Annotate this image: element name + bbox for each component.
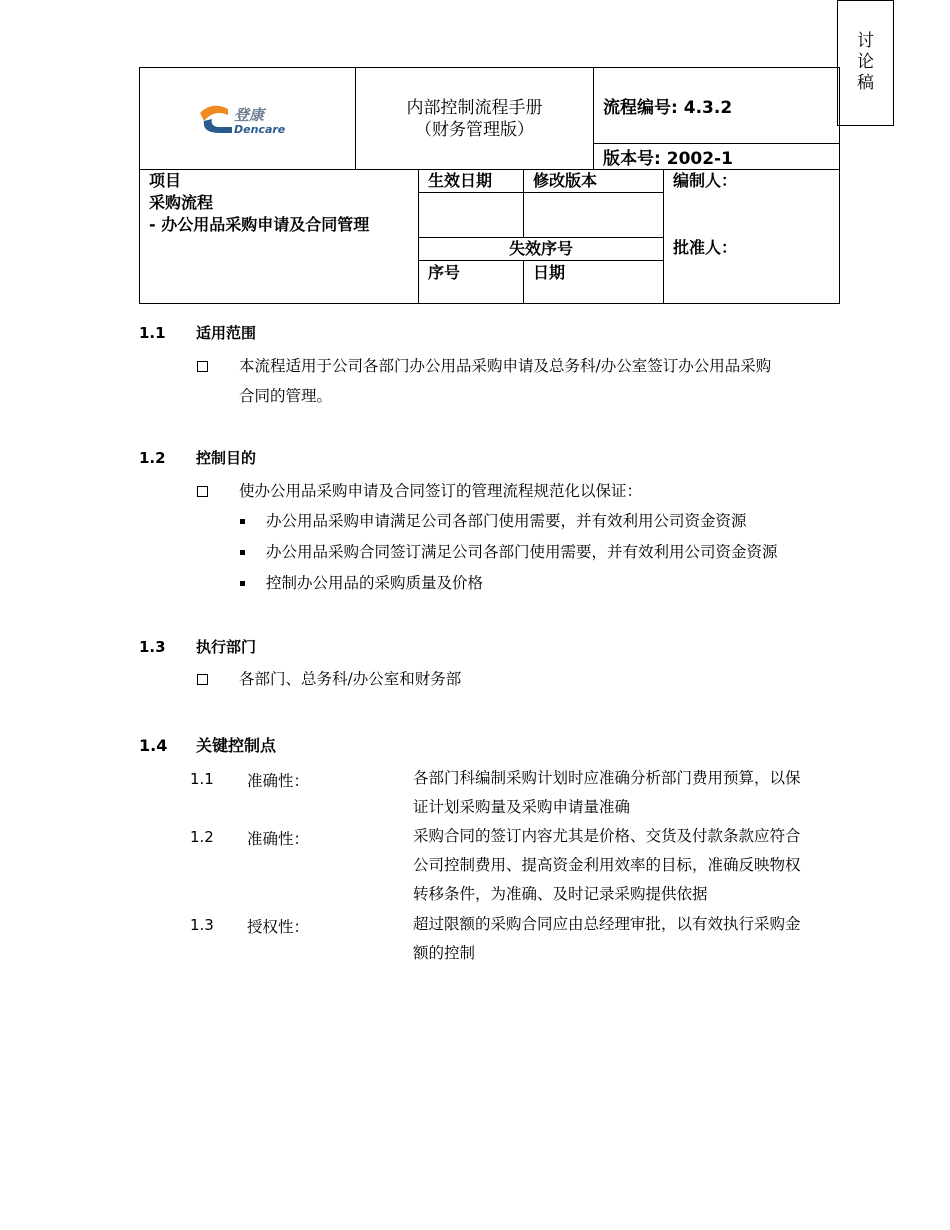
manual-subtitle: （财务管理版） <box>415 119 535 140</box>
header-table <box>139 67 840 304</box>
keypoint-line: 转移条件，为准确、及时记录采购提供依据 <box>413 885 708 903</box>
section-purpose-heading <box>139 447 256 468</box>
keypoint-text <box>413 822 841 909</box>
effective-date-label: 生效日期 <box>419 170 524 193</box>
checkbox-bullet-icon <box>197 361 208 372</box>
logo-en: Dencare <box>233 122 285 136</box>
keypoint-line: 证计划采购量及采购申请量准确 <box>413 798 631 816</box>
section-scope-heading <box>139 322 256 343</box>
section-title: 控制目的 <box>196 449 257 467</box>
project-label: 项目 <box>149 171 182 190</box>
section-title: 执行部门 <box>196 638 257 656</box>
keypoint-line: 各部门科编制采购计划时应准确分析部门费用预算，以保 <box>413 769 801 787</box>
project-name: 采购流程 <box>149 193 214 212</box>
square-bullet-icon <box>240 550 245 555</box>
purpose-intro: 使办公用品采购申请及合同签订的管理流程规范化以保证： <box>239 482 643 500</box>
logo-cell <box>140 68 356 170</box>
section-number: 1.4 <box>139 736 168 755</box>
dencare-logo-icon <box>198 99 298 139</box>
keypoint-line: 额的控制 <box>413 944 476 962</box>
seq-label: 序号 <box>419 261 524 304</box>
project-cell <box>140 170 419 304</box>
checkbox-bullet-icon <box>197 674 208 685</box>
section-title: 关键控制点 <box>196 736 277 755</box>
keypoint-label: 准确性： <box>247 772 310 790</box>
keypoint-text <box>413 910 841 968</box>
date-label: 日期 <box>524 261 664 304</box>
keypoint-number: 1.1 <box>190 770 214 788</box>
checkbox-bullet-icon <box>197 486 208 497</box>
purpose-item: 办公用品采购申请满足公司各部门使用需要，并有效利用公司资金资源 <box>266 512 747 530</box>
scope-line-2: 合同的管理。 <box>239 387 333 405</box>
keypoint-label: 准确性： <box>247 830 310 848</box>
purpose-item: 办公用品采购合同签订满足公司各部门使用需要，并有效利用公司资金资源 <box>266 543 778 561</box>
section-keypoints-heading <box>139 733 276 756</box>
section-number: 1.3 <box>139 638 166 656</box>
section-title: 适用范围 <box>196 324 257 342</box>
draft-char: 讨 <box>857 31 874 51</box>
section-dept-heading <box>139 636 256 657</box>
effective-date-value <box>419 193 524 238</box>
keypoint-line: 超过限额的采购合同应由总经理审批，以有效执行采购金 <box>413 915 801 933</box>
project-sub: - 办公用品采购申请及合同管理 <box>149 215 370 234</box>
keypoint-number: 1.3 <box>190 916 214 934</box>
draft-stamp <box>837 0 894 126</box>
square-bullet-icon <box>240 581 245 586</box>
keypoint-text <box>413 764 841 822</box>
keypoint-line: 采购合同的签订内容尤其是价格、交货及付款条款应符合 <box>413 827 801 845</box>
sign-cell <box>664 170 840 304</box>
draft-char: 稿 <box>857 73 874 93</box>
draft-char: 论 <box>857 52 874 72</box>
keypoint-line: 公司控制费用、提高资金利用效率的目标，准确反映物权 <box>413 856 801 874</box>
keypoint-number: 1.2 <box>190 828 214 846</box>
version-no: 版本号: 2002-1 <box>594 144 840 170</box>
editor-label: 编制人： <box>673 171 738 190</box>
section-number: 1.2 <box>139 449 166 467</box>
revision-label: 修改版本 <box>524 170 664 193</box>
revision-value <box>524 193 664 238</box>
dept-text: 各部门、总务科/办公室和财务部 <box>239 670 462 688</box>
approver-label: 批准人： <box>673 238 738 257</box>
square-bullet-icon <box>240 519 245 524</box>
process-no: 流程编号: 4.3.2 <box>594 68 840 144</box>
manual-title: 内部控制流程手册 <box>406 97 543 118</box>
purpose-item: 控制办公用品的采购质量及价格 <box>266 574 484 592</box>
scope-line-1: 本流程适用于公司各部门办公用品采购申请及总务科/办公室签订办公用品采购 <box>239 357 772 375</box>
expired-no-label: 失效序号 <box>419 238 664 261</box>
keypoint-label: 授权性： <box>247 918 310 936</box>
manual-title-cell <box>356 68 594 170</box>
section-number: 1.1 <box>139 324 166 342</box>
logo-cn: 登康 <box>233 105 264 124</box>
